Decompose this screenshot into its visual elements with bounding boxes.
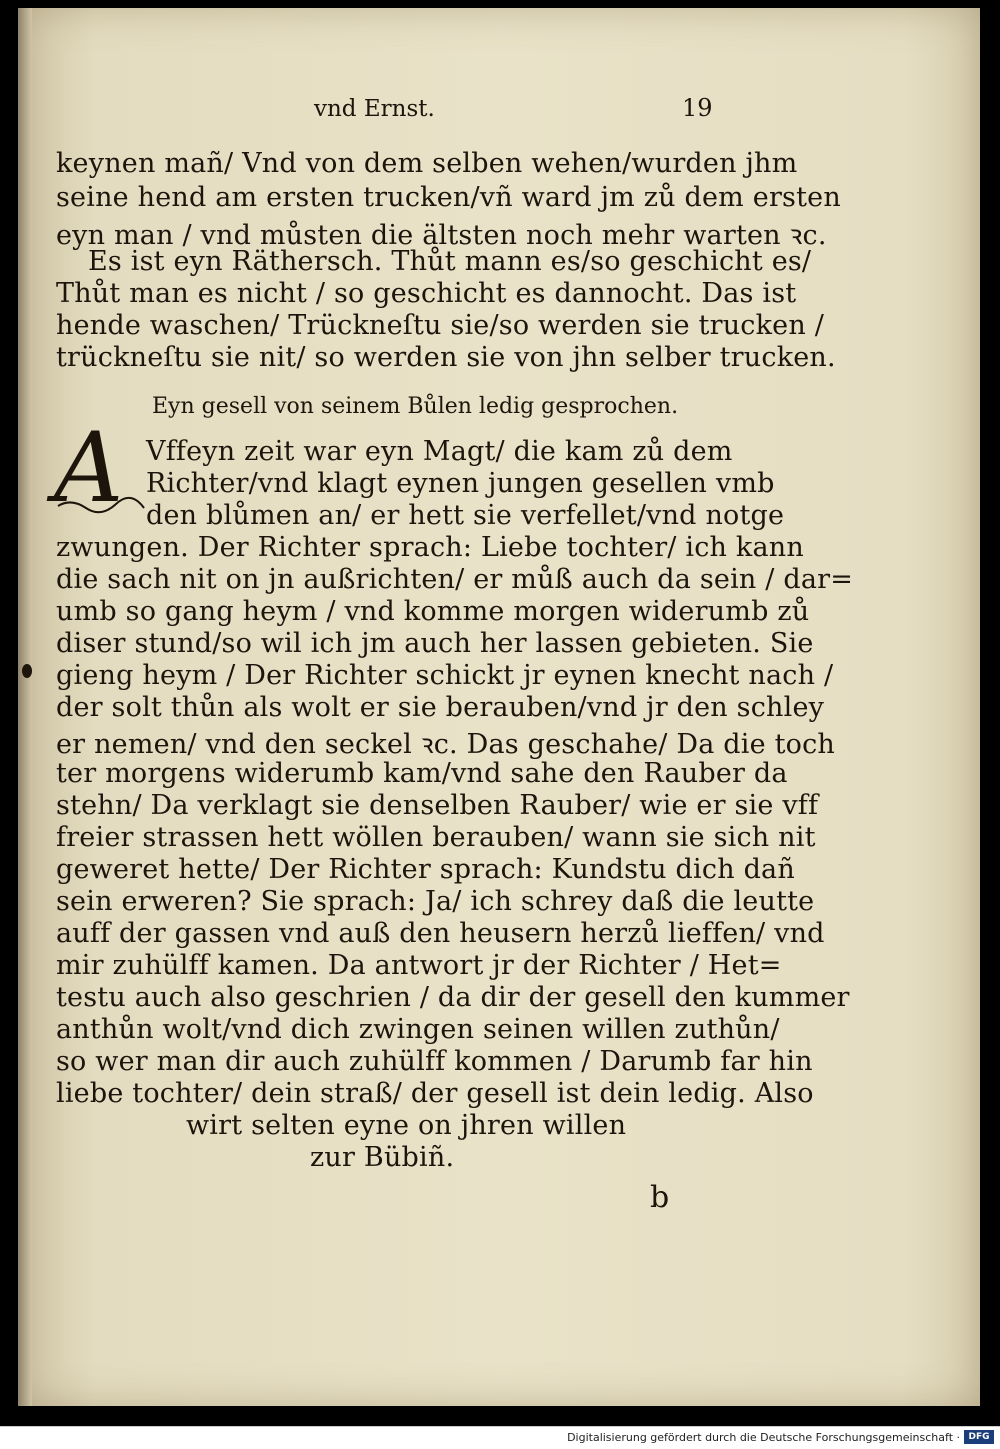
closing-line: zur Bübiñ.: [310, 1142, 455, 1173]
text-line: seine hend am ersten trucken/vñ ward jm zů dem ersten: [56, 182, 841, 213]
funding-credit: Digitalisierung gefördert durch die Deutsche Forschungsgemeinschaft ·: [567, 1431, 960, 1444]
text-line: testu auch also geschrien / da dir der gesell den kummer: [56, 982, 850, 1013]
text-line: zwungen. Der Richter sprach: Liebe tochter/ ich kann: [56, 532, 804, 563]
digitization-footer: [0, 1426, 1000, 1449]
text-line: diser stund/so wil ich jm auch her lassen gebieten. Sie: [56, 628, 814, 659]
text-line: stehn/ Da verklagt sie denselben Rauber/ wie er sie vff: [56, 790, 819, 821]
text-line: so wer man dir auch zuhülff kommen / Darumb far hin: [56, 1046, 813, 1077]
page-gutter: [18, 8, 32, 1406]
text-line: trückneſtu sie nit/ so werden sie von jhn selber trucken.: [56, 342, 836, 373]
text-line: Es ist eyn Räthersch. Thůt mann es/so geschicht es/: [88, 246, 812, 277]
text-line: umb so gang heym / vnd komme morgen widerumb zů: [56, 596, 810, 627]
text-line: gieng heym / Der Richter schickt jr eynen knecht nach /: [56, 660, 834, 691]
text-line: auff der gassen vnd auß den heusern herzů lieffen/ vnd: [56, 918, 825, 949]
text-line: ter morgens widerumb kam/vnd sahe den Rauber da: [56, 758, 788, 789]
text-line: sein erweren? Sie sprach: Ja/ ich schrey daß die leutte: [56, 886, 815, 917]
text-line: hende waschen/ Trückneſtu sie/so werden sie trucken /: [56, 310, 825, 341]
catchword: b: [650, 1180, 670, 1215]
book-page: [18, 8, 980, 1406]
section-heading: Eyn gesell von seinem Bůlen ledig gesprochen.: [152, 394, 679, 419]
running-header: vnd Ernst.: [314, 96, 435, 122]
initial-flourish: [56, 496, 146, 516]
text-line: keynen mañ/ Vnd von dem selben wehen/wurden jhm: [56, 148, 798, 179]
text-line: anthůn wolt/vnd dich zwingen seinen willen zuthůn/: [56, 1014, 780, 1045]
text-line: die sach nit on jn außrichten/ er můß auch da sein / dar=: [56, 564, 854, 595]
folio-number: 19: [682, 94, 713, 122]
text-line: eyn man / vnd můsten die ältsten noch mehr warten ꝛc.: [56, 220, 827, 251]
text-line: mir zuhülff kamen. Da antwort jr der Richter / Het=: [56, 950, 782, 981]
text-line: Vffeyn zeit war eyn Magt/ die kam zů dem: [146, 436, 733, 467]
decorated-initial: A: [54, 412, 124, 524]
closing-line: wirt selten eyne on jhren willen: [186, 1110, 627, 1141]
text-line: freier strassen hett wöllen berauben/ wann sie sich nit: [56, 822, 816, 853]
text-line: den blůmen an/ er hett sie verfellet/vnd notge: [146, 500, 785, 531]
text-line: der solt thůn als wolt er sie berauben/vnd jr den schley: [56, 692, 825, 723]
text-line: geweret hette/ Der Richter sprach: Kundstu dich dañ: [56, 854, 795, 885]
text-line: er nemen/ vnd den seckel ꝛc. Das geschahe/ Da die toch: [56, 729, 836, 760]
text-line: liebe tochter/ dein straß/ der gesell ist dein ledig. Also: [56, 1078, 814, 1109]
dfg-logo: DFG: [964, 1430, 994, 1444]
text-line: Thůt man es nicht / so geschicht es dannocht. Das ist: [56, 278, 797, 309]
margin-mark: [22, 664, 32, 678]
text-line: Richter/vnd klagt eynen jungen gesellen vmb: [146, 468, 775, 499]
